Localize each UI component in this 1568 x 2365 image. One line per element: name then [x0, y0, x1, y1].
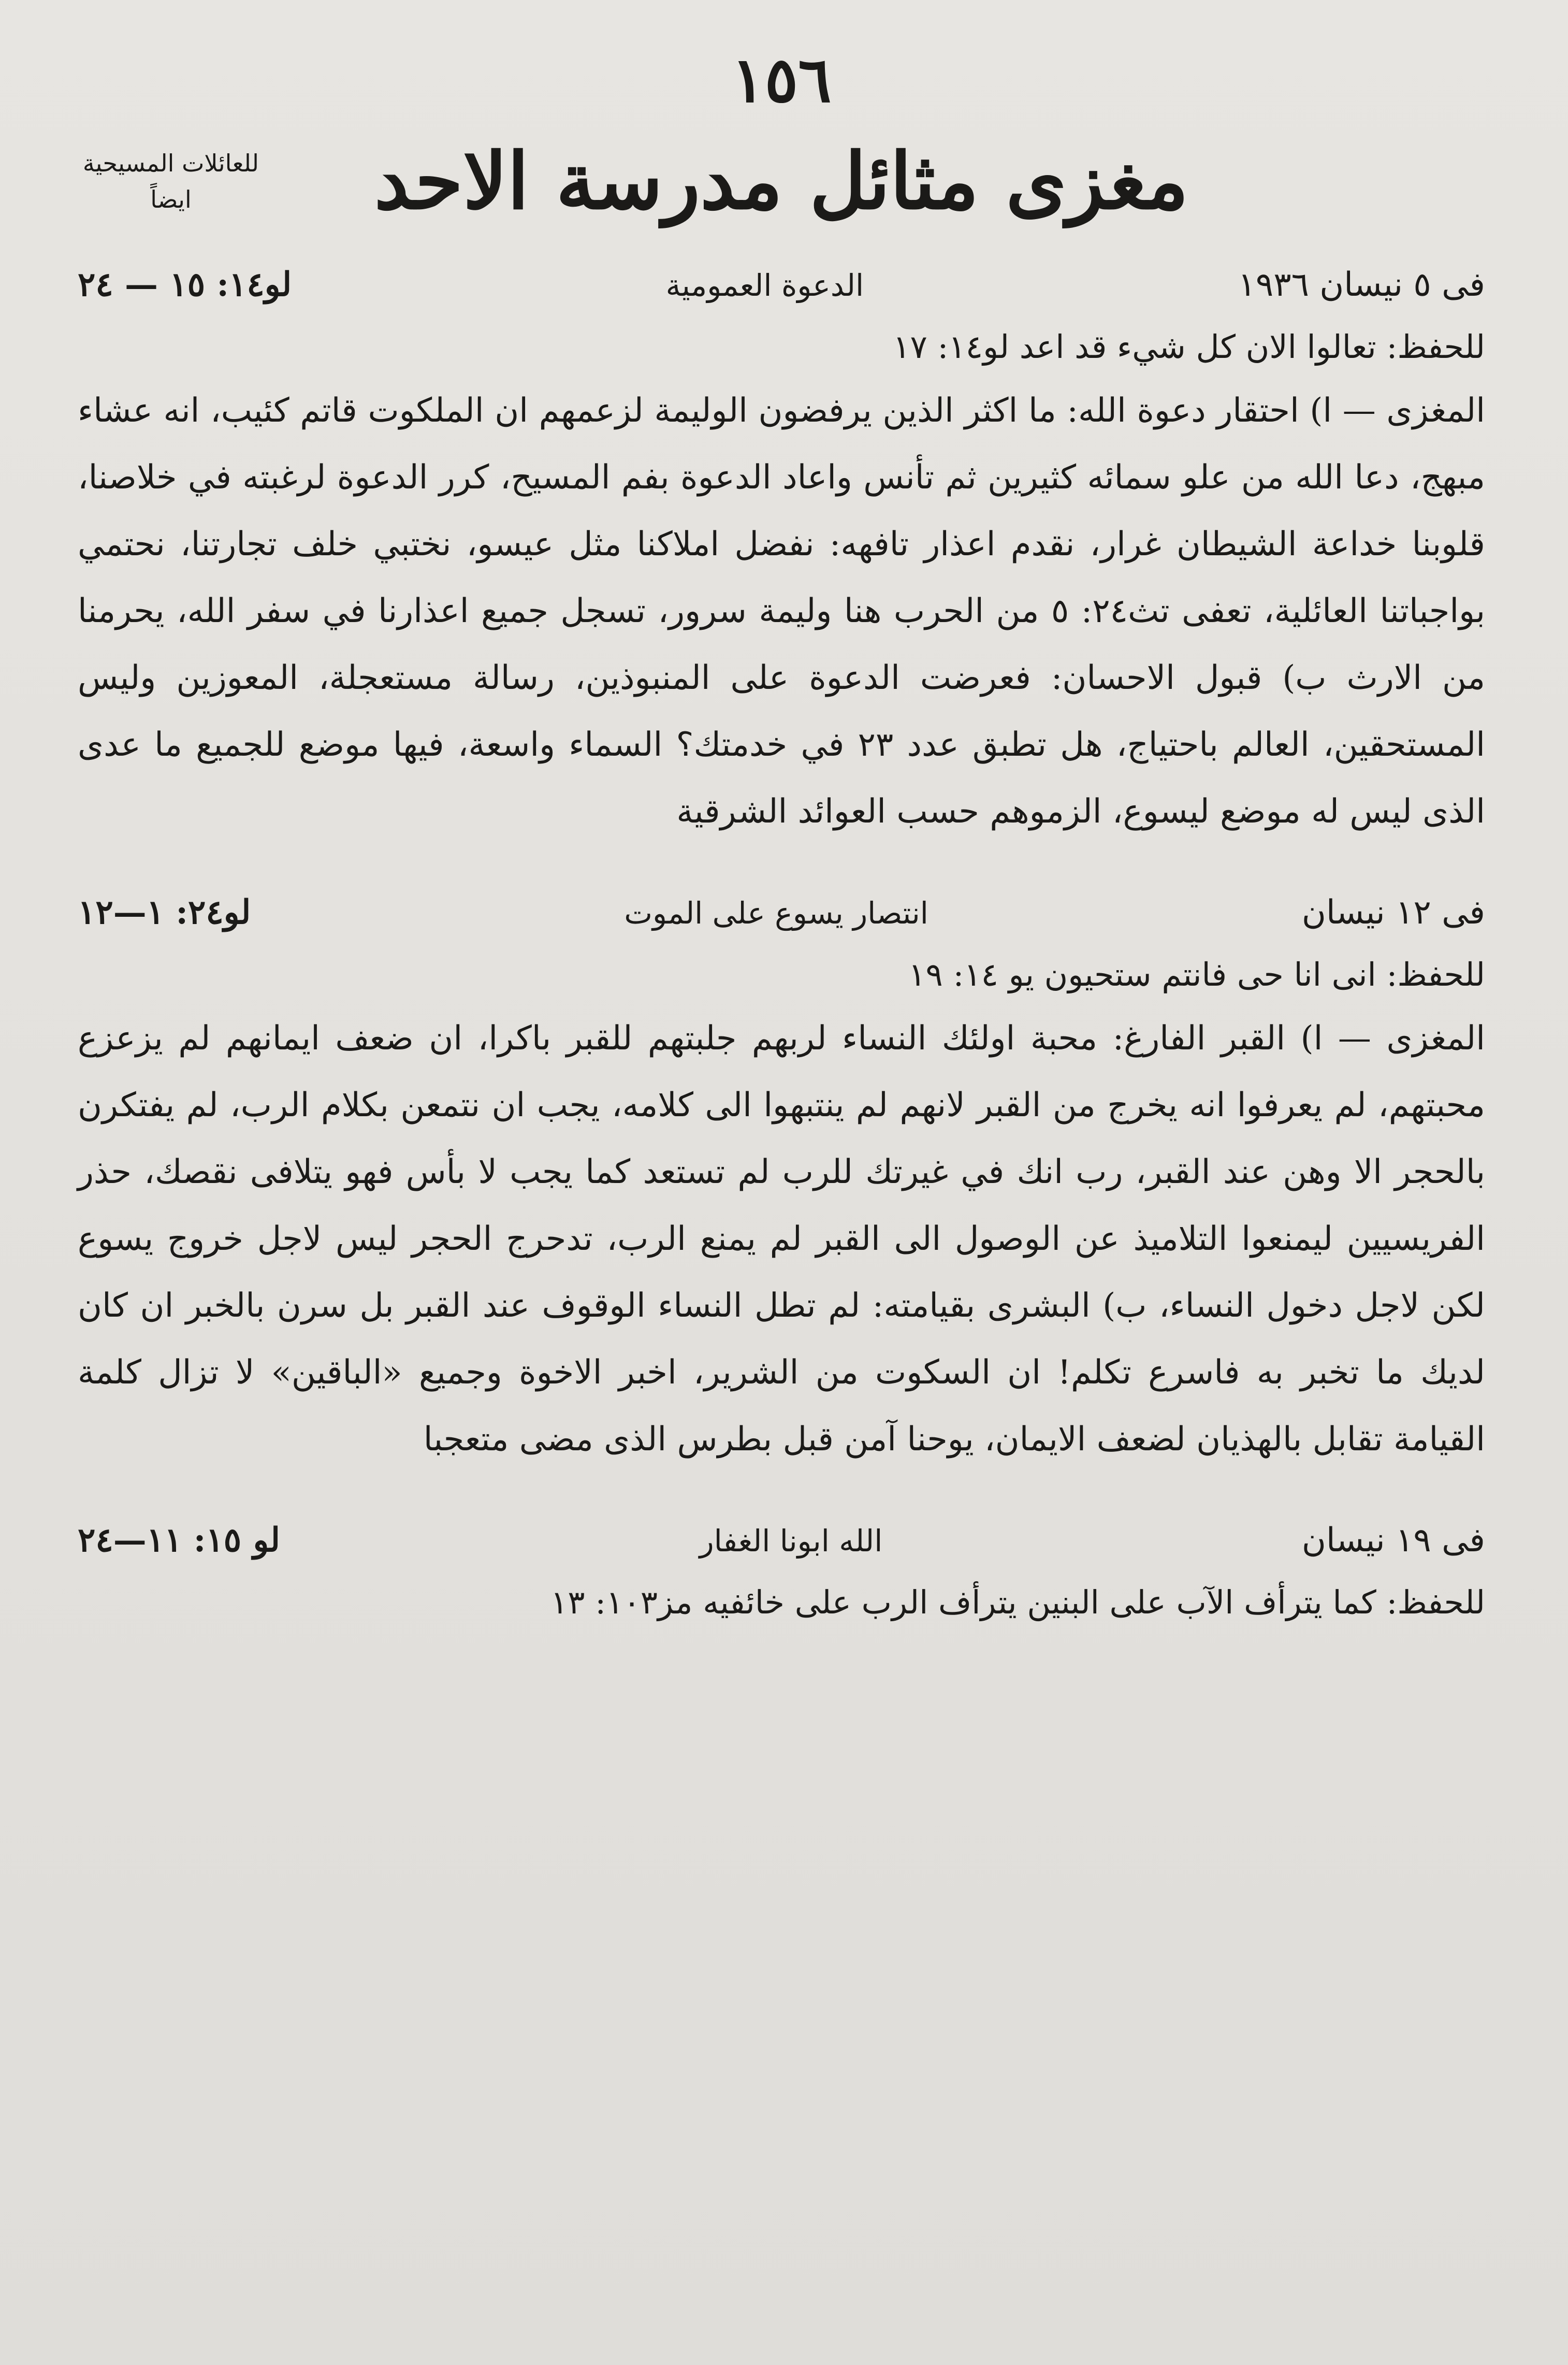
section-gap — [78, 1473, 1485, 1494]
lesson-paragraph: المغزى — ا) القبر الفارغ: محبة اولئك النساء لربهم جلبتهم للقبر باكرا، ان ضعف ايمانهم لم يزعزع محبتهم، لم يعرفوا انه يخرج من القبر لانهم لم ينتبهوا الى كلامه، يجب ان نتمعن بكلام الرب، لم يفتكرن بالحجر الا وهن عند القبر، رب انك في غيرتك للرب لم تستعد كما يجب لا بأس فهو يتلافى نقصك، حذر الفريسيين ليمنعوا التلاميذ عن الوصول الى القبر لم يمنع الرب، تدحرج الحجر ليس لاجل خروج يسوع لكن لاجل دخول النساء، ب) البشرى بقيامته: لم تطل النساء الوقوف عند القبر بل سرن بالخبر ان كان لديك ما تخبر به فاسرع تكلم! ان السكوت من الشرير، اخبر الاخوة وجميع «الباقين» لا تزال كلمة القيامة تقابل بالهذيان لضعف الايمان، يوحنا آمن قبل بطرس الذى مضى متعجبا — [78, 1019, 1486, 1459]
lesson-date: فى ٥ نيسان ١٩٣٦ — [1238, 266, 1485, 304]
memory-verse: للحفظ: كما يترأف الآب على البنين يترأف الرب على خائفيه مز١٠٣: ١٣ — [550, 1583, 1485, 1621]
title-row — [78, 124, 1485, 238]
lesson-section-2 — [78, 882, 1485, 1473]
lesson-header — [78, 254, 1485, 316]
lesson-date: فى ١٩ نيسان — [1301, 1521, 1485, 1560]
page-title: مغزى مثائل مدرسة الاحد — [374, 136, 1189, 227]
memory-verse: للحفظ: انى انا حى فانتم ستحيون يو ١٤: ١٩ — [908, 956, 1485, 993]
lesson-paragraph: المغزى — ا) احتقار دعوة الله: ما اكثر الذين يرفضون الوليمة لزعمهم ان الملكوت قاتم كئيب، انه عشاء مبهج، دعا الله من علو سمائه كثيرين ثم تأنس واعاد الدعوة بفم المسيح، كرر الدعوة لرغبته في خلاصنا، قلوبنا خداعة الشيطان غرار، نقدم اعذار تافهه: نفضل املاكنا مثل عيسو، نختبي خلف تجارتنا، نحتمي بواجباتنا العائلية، تعفى تث٢٤: ٥ من الحرب هنا وليمة سرور، تسجل جميع اعذارنا في سفر الله، يحرمنا من الارث ب) قبول الاحسان: فعرضت الدعوة على المنبوذين، رسالة مستعجلة، المعوزين وليس المستحقين، العالم باحتياج، هل تطبق عدد ٢٣ في خدمتك؟ السماء واسعة، فيها موضع للجميع ما عدى الذى ليس له موضع ليسوع، الزموهم حسب العوائد الشرقية — [78, 392, 1486, 831]
lesson-topic: انتصار يسوع على الموت — [624, 896, 928, 931]
lesson-header — [78, 882, 1485, 944]
side-note-line-1: للعائلات المسيحية — [82, 149, 259, 177]
lesson-reference: لو ١٥: ١١—٢٤ — [78, 1521, 280, 1560]
side-note — [78, 145, 264, 218]
lesson-topic: الدعوة العمومية — [665, 268, 864, 303]
lesson-section-1 — [78, 254, 1485, 845]
lesson-header — [78, 1509, 1485, 1572]
lesson-section-3 — [78, 1509, 1485, 1633]
lesson-reference: لو١٤: ١٥ — ٢٤ — [78, 265, 292, 304]
lesson-topic: الله ابونا الغفار — [699, 1523, 883, 1559]
page-number: ١٥٦ — [731, 44, 832, 117]
lesson-reference: لو٢٤: ١—١٢ — [78, 893, 251, 932]
memory-verse: للحفظ: تعالوا الان كل شيء قد اعد لو١٤: ١٧ — [893, 328, 1485, 366]
lesson-date: فى ١٢ نيسان — [1301, 893, 1485, 932]
side-note-line-2: ايضاً — [150, 185, 192, 213]
section-gap — [78, 845, 1485, 866]
